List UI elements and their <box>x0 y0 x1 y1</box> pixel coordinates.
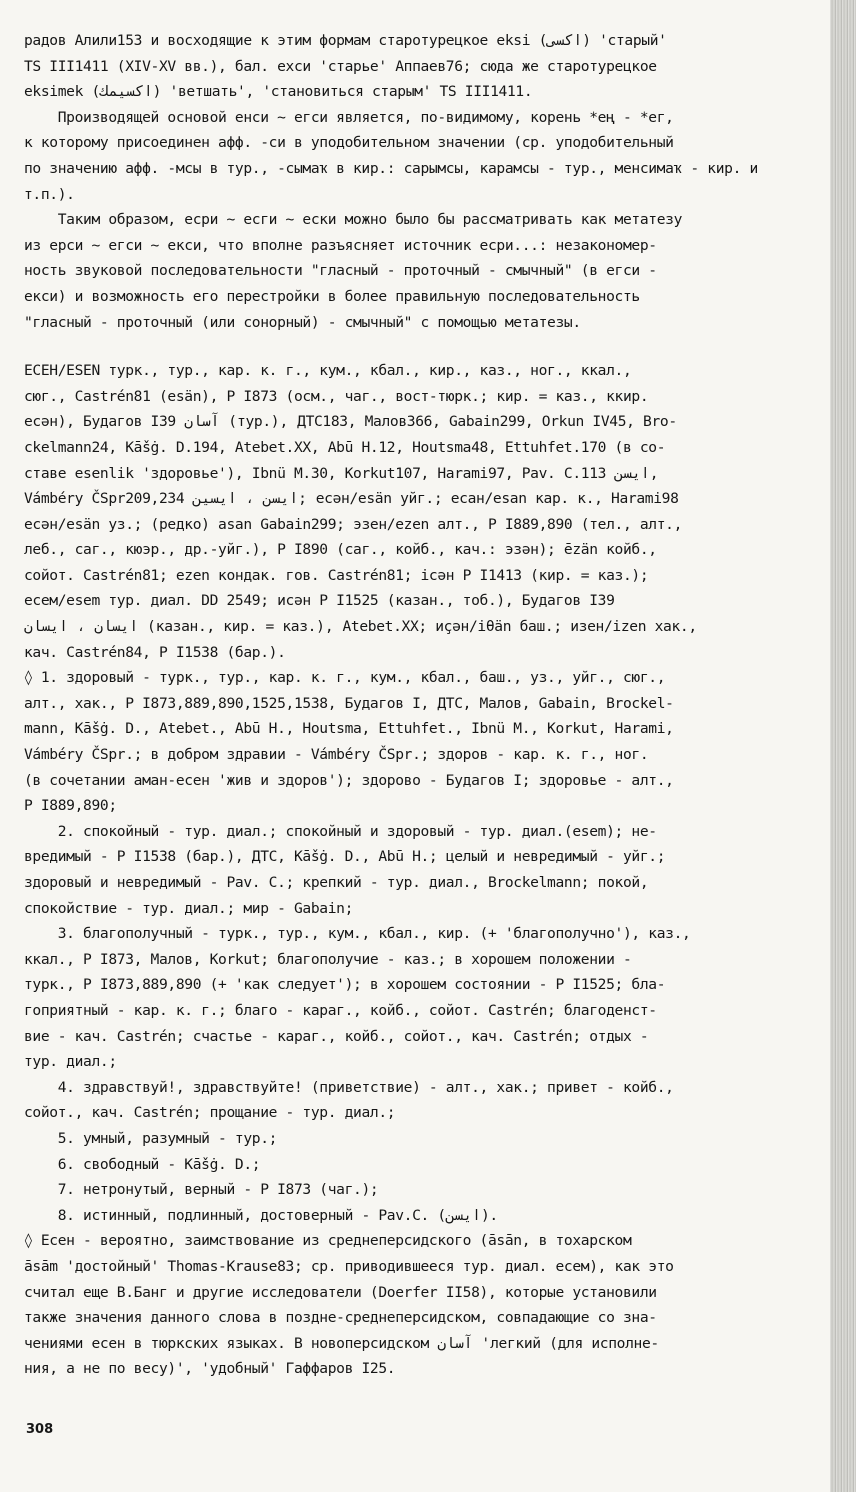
text-line: 4. здравствуй!, здравствуйте! (приветствие) - алт., хак.; привет - койб., <box>24 1078 674 1096</box>
text-line: āsām 'достойный' Thomas-Krause83; ср. приводившееся тур. диал. есем), как это <box>24 1257 674 1275</box>
text-line: вие - кач. Castrén; счастье - караг., койб., сойот., кач. Castrén; отдых - <box>24 1027 649 1045</box>
text-line: (в сочетании аман-есен 'жив и здоров'); здорово - Будагов I; здоровье - алт., <box>24 771 674 789</box>
text-line: вредимый - P I1538 (бар.), ДТС, Kāšġ. D., Abū H.; целый и невредимый - уйг.; <box>24 848 666 866</box>
text-line: сойот., кач. Castrén; прощание - тур. диал.; <box>24 1104 396 1122</box>
text-line: сюг., Castrén81 (esän), P I873 (осм., чаг., вост-тюрк.; кир. = каз., ккир. <box>24 387 649 405</box>
text-line: считал еще В.Банг и другие исследователи (Doerfer II58), которые установили <box>24 1283 657 1301</box>
text-line: ния, а не по весу)', 'удобный' Гаффаров I25. <box>24 1360 396 1378</box>
text-line: гоприятный - кар. к. г.; благо - караг., койб., сойот. Castrén; благоденст- <box>24 1001 657 1019</box>
page-text <box>24 28 832 1382</box>
text-line: Vámbéry ČSpr209,234 ايسن ، ايسين; есән/esän уйг.; есан/esan кар. к., Harami98 <box>24 490 679 508</box>
text-line: P I889,890; <box>24 797 117 815</box>
text-line: Производящей основой енси ~ егси является, по-видимому, корень *ең - *ег, <box>24 108 674 126</box>
text-line: есән), Будагов I39 آسان (тур.), ДТС183, Малов366, Gabain299, Orkun IV45, Bro- <box>24 413 677 431</box>
text-line: здоровый и невредимый - Pav. C.; крепкий - тур. диал., Brockelmann; покой, <box>24 874 649 891</box>
text-line: ставе esenlik 'здоровье'), Ibnü M.30, Korkut107, Harami97, Pav. C.113 ايسن, <box>24 464 659 482</box>
text-line: ккал., P I873, Малов, Korkut; благополучие - каз.; в хорошем положении - <box>24 950 632 968</box>
text-line: 8. истинный, подлинный, достоверный - Pav.C. (ايسن). <box>24 1206 498 1224</box>
text-line: mann, Kāšġ. D., Atebet., Abū H., Houtsma, Ettuhfet., Ibnü M., Korkut, Harami, <box>24 720 674 738</box>
text-line: леб., саг., кюэр., др.-уйг.), P I890 (саг., койб., кач.: эзән); ēzän койб., <box>24 541 657 559</box>
text-line: ◊ Есен - вероятно, заимствование из среднеперсидского (āsān, в тохарском <box>24 1232 632 1250</box>
text-line: спокойствие - тур. диал.; мир - Gabain; <box>24 899 354 917</box>
text-line: 5. умный, разумный - тур.; <box>24 1129 278 1147</box>
text-line: алт., хак., P I873,889,890,1525,1538, Будагов I, ДТС, Малов, Gabain, Brockel- <box>24 694 674 712</box>
entry-esen-meanings <box>24 665 832 1382</box>
text-line: Таким образом, есри ~ есги ~ ески можно было бы рассматривать как метатезу <box>24 211 683 229</box>
text-line: сойот. Castrén81; ezen кондак. гов. Castrén81; ісән P I1413 (кир. = каз.); <box>24 566 649 584</box>
text-line: ايسان ، ايسان (казан., кир. = каз.), Atebet.XX; иҫән/iθän баш.; изен/izen хак., <box>24 618 697 636</box>
text-line: 6. свободный - Kāšġ. D.; <box>24 1155 261 1173</box>
text-line: есән/esän уз.; (редко) asan Gabain299; эзен/ezen алт., P I889,890 (тел., алт., <box>24 515 683 533</box>
text-line: "гласный - проточный (или сонорный) - смычный" с помощью метатезы. <box>24 313 581 331</box>
text-line: екси) и возможность его перестройки в более правильную последовательность <box>24 287 640 305</box>
scan-edge-shadow <box>830 0 856 1492</box>
text-line: также значения данного слова в поздне-среднеперсидском, совпадающие со зна- <box>24 1309 657 1327</box>
text-line: ◊ 1. здоровый - турк., тур., кар. к. г., кум., кбал., баш., уз., уйг., сюг., <box>24 669 666 687</box>
text-line: ЕСЕН/ESEN турк., тур., кар. к. г., кум., кбал., кир., каз., ног., ккал., <box>24 362 632 380</box>
text-line: eksimek (اكسيمك) 'ветшать', 'становиться старым' TS III1411. <box>24 83 533 101</box>
text-line: 2. спокойный - тур. диал.; спокойный и здоровый - тур. диал.(esem); не- <box>24 822 657 840</box>
text-line: кач. Castrén84, P I1538 (бар.). <box>24 643 286 661</box>
page-number: 308 <box>26 1422 54 1437</box>
text-line: тур. диал.; <box>24 1053 117 1071</box>
text-line: к которому присоединен афф. -си в уподобительном значении (ср. уподобительный <box>24 134 674 152</box>
text-line: есем/esem тур. диал. DD 2549; исән P I1525 (казан., тоб.), Будагов I39 <box>24 592 615 610</box>
text-line: ность звуковой последовательности "гласный - проточный - смычный" (в егси - <box>24 262 657 280</box>
text-line: из ерси ~ егси ~ екси, что вполне разъясняет источник есри...: незакономер- <box>24 236 657 254</box>
text-line: по значению афф. -мсы в тур., -сымаҡ в кир.: сарымсы, карамсы - тур., менсимаҡ - кир. и т.п.). <box>24 159 758 203</box>
text-line: Vámbéry ČSpr.; в добром здравии - Vámbéry ČSpr.; здоров - кар. к. г., ног. <box>24 746 649 764</box>
text-line: 3. благополучный - турк., тур., кум., кбал., кир. (+ 'благополучно'), каз., <box>24 925 691 943</box>
text-line: турк., P I873,889,890 (+ 'как следует'); в хорошем состоянии - P I1525; бла- <box>24 976 666 994</box>
paragraph-block-a <box>24 28 832 335</box>
text-line: радов Алили153 и восходящие к этим формам старотурецкое eksi (اكسى) 'старый' <box>24 32 667 49</box>
text-line: ckelmann24, Kāšġ. D.194, Atebet.XX, Abū H.12, Houtsma48, Ettuhfet.170 (в со- <box>24 438 666 456</box>
text-line: 7. нетронутый, верный - P I873 (чаг.); <box>24 1181 379 1199</box>
entry-esen-header <box>24 358 832 665</box>
text-line: чениями есен в тюркских языках. В новоперсидском آسان 'легкий (для исполне- <box>24 1334 659 1352</box>
text-line: TS III1411 (XIV-XV вв.), бал. ехси 'старье' Аппаев76; сюда же старотурецкое <box>24 57 657 75</box>
